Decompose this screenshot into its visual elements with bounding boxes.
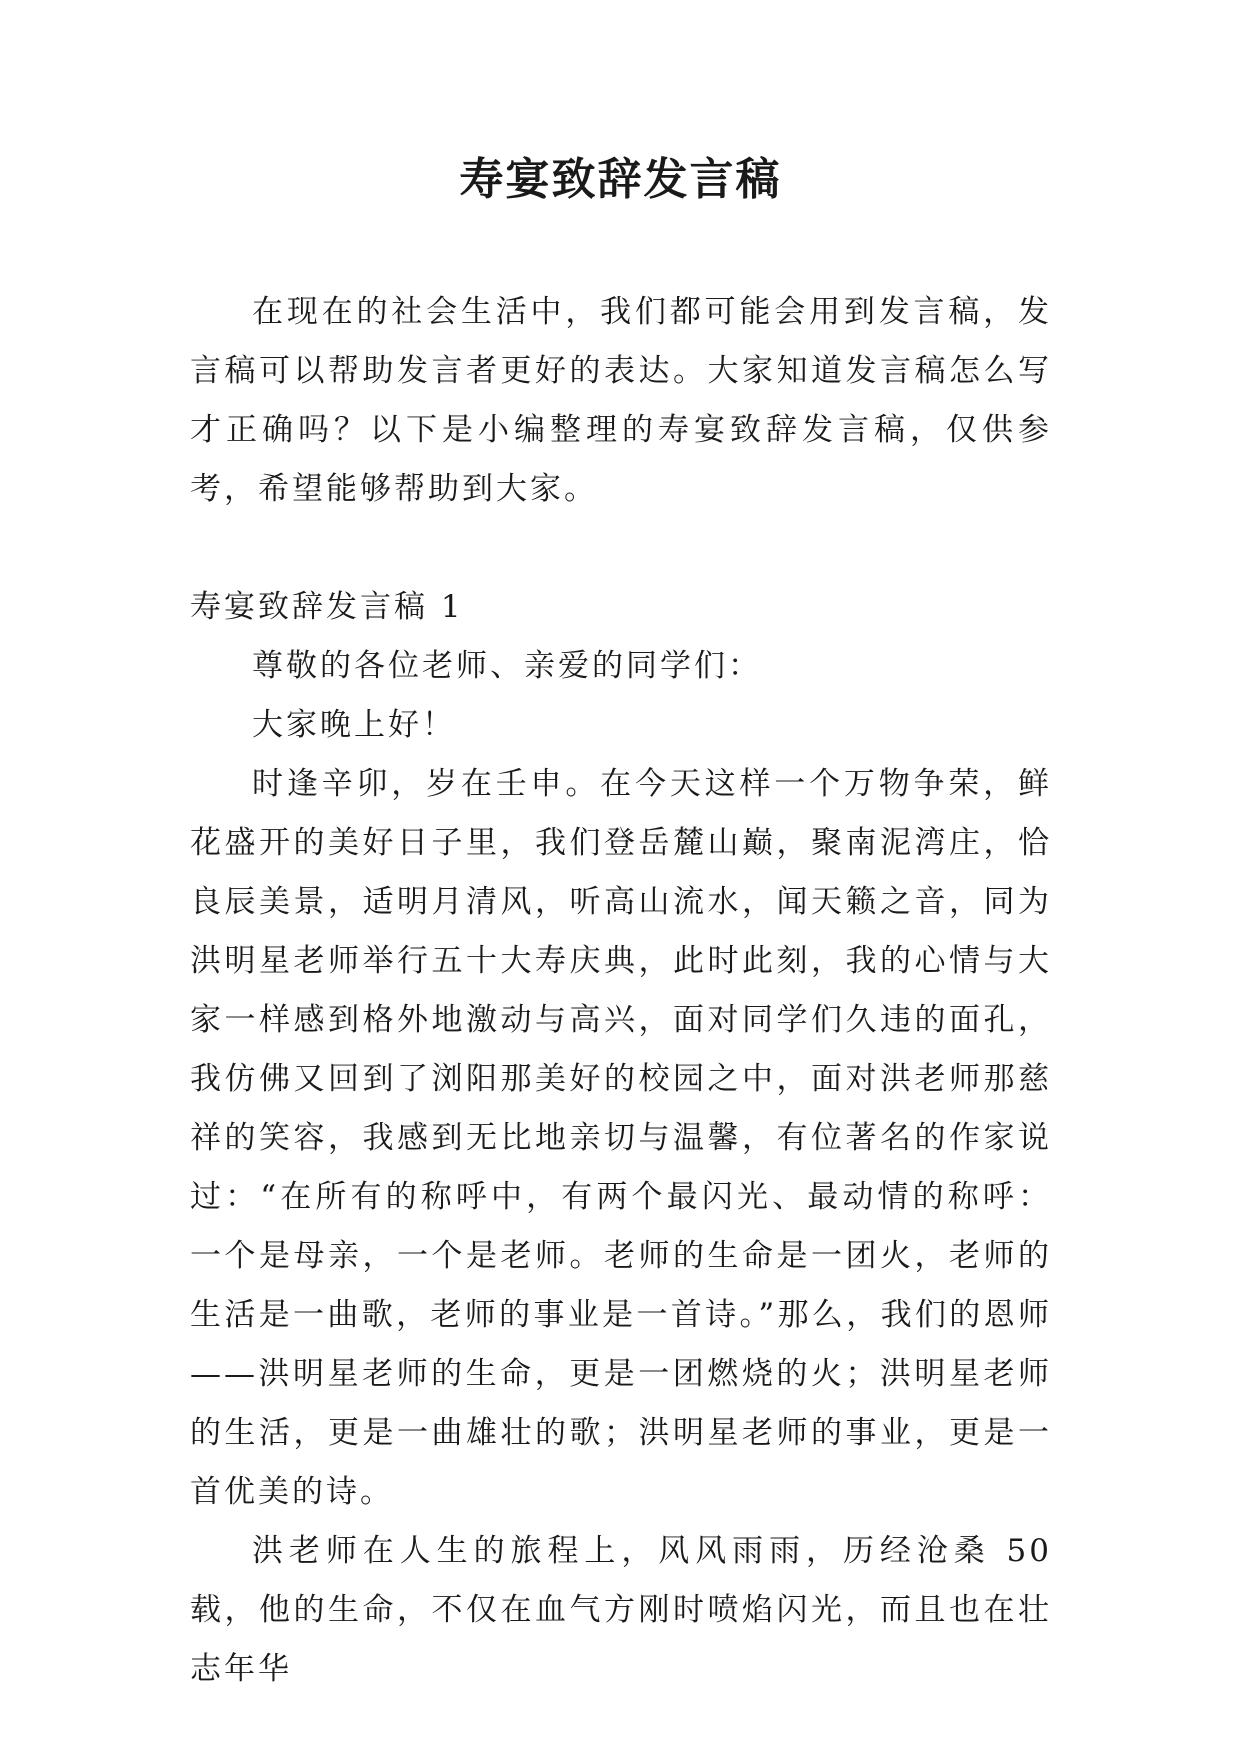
greeting: 大家晚上好！	[252, 707, 456, 743]
section-heading: 寿宴致辞发言稿 1	[190, 589, 464, 625]
salutation: 尊敬的各位老师、亲爱的同学们：	[252, 648, 762, 684]
body-paragraph-1: 时逢辛卯，岁在壬申。在今天这样一个万物争荣，鲜花盛开的美好日子里，我们登岳麓山巅，聚南泥湾庄，恰良辰美景，适明月清风，听高山流水，闻天籁之音，同为洪明星老师举行五十大寿庆典，此时此刻，我的心情与大家一样感到格外地激动与高兴，面对同学们久违的面孔，我仿佛又回到了浏阳那美好的校园之中，面对洪老师那慈祥的笑容，我感到无比地亲切与温馨，有位著名的作家说过：“在所有的称呼中，有两个最闪光、最动情的称呼：一个是母亲，一个是老师。老师的生命是一团火，老师的生活是一曲歌，老师的事业是一首诗。”那么，我们的恩师——洪明星老师的生命，更是一团燃烧的火；洪明星老师的生活，更是一曲雄壮的歌；洪明星老师的事业，更是一首优美的诗。	[190, 766, 1052, 1510]
document-body	[190, 283, 1052, 1699]
intro-paragraph: 在现在的社会生活中，我们都可能会用到发言稿，发言稿可以帮助发言者更好的表达。大家知道发言稿怎么写才正确吗？以下是小编整理的寿宴致辞发言稿，仅供参考，希望能够帮助到大家。	[190, 294, 1052, 507]
paragraph-spacer	[190, 519, 1052, 578]
body-paragraph-2: 洪老师在人生的旅程上，风风雨雨，历经沧桑 50 载，他的生命，不仅在血气方刚时喷焰闪光，而且也在壮志年华	[190, 1533, 1052, 1687]
document-title: 寿宴致辞发言稿	[459, 154, 782, 205]
